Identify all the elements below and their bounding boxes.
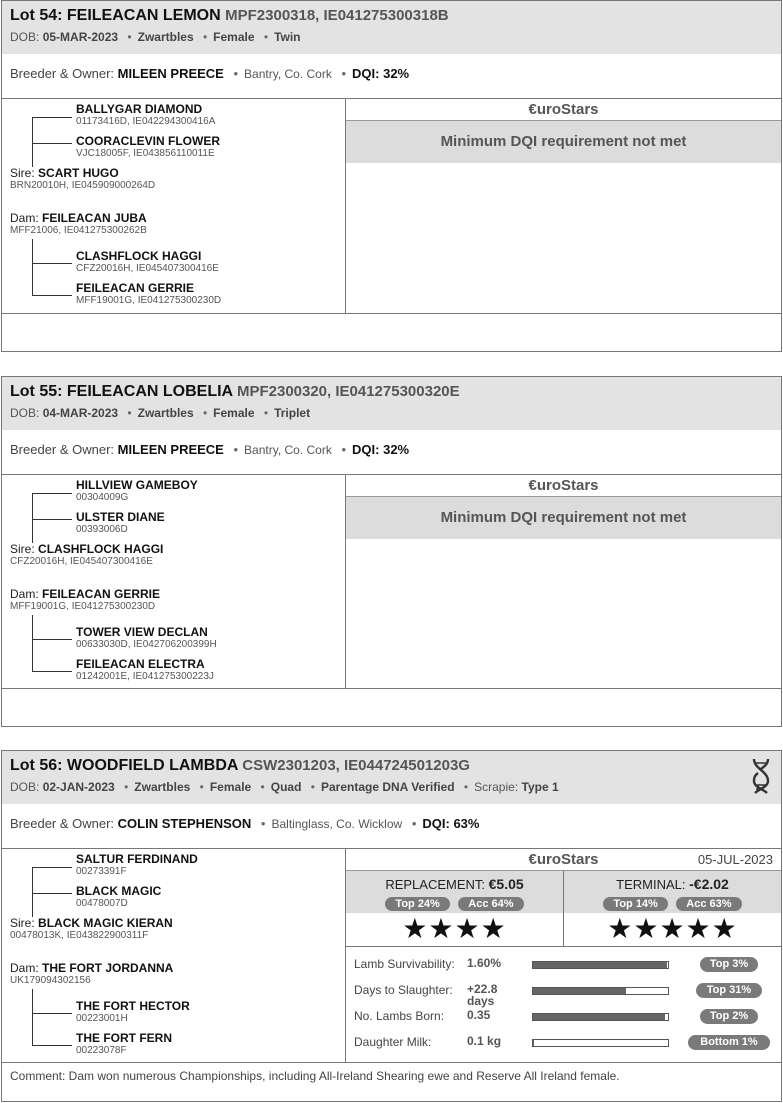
trait-bar — [532, 987, 669, 995]
sex: Female — [213, 406, 255, 420]
sire: Sire: SCART HUGO BRN20010H, IE045909000264D — [10, 166, 156, 191]
breed: Zwartbles — [134, 780, 191, 794]
replacement-index: REPLACEMENT: €5.05 Top 24% Acc 64% ★★★★ — [346, 871, 563, 946]
dob-value: 04-MAR-2023 — [42, 406, 119, 420]
pedigree — [2, 99, 346, 313]
breed: Zwartbles — [137, 406, 194, 420]
breeder-location: Baltinglass, Co. Wicklow — [271, 817, 403, 831]
eurostars-header: €uroStars — [346, 99, 781, 121]
dqi-value: DQI: 32% — [352, 66, 410, 81]
trait-row — [354, 957, 774, 973]
sire-sire: BALLYGAR DIAMOND 01173416D, IE042294300416A — [76, 102, 216, 127]
trait-badge: Bottom 1% — [688, 1035, 770, 1050]
lot-card-56 — [1, 750, 782, 1102]
scrapie-value: Type 1 — [521, 780, 559, 794]
lot-details: DOB: 05-MAR-2023 • Zwartbles • Female • Twin — [10, 30, 301, 44]
dam-sire: THE FORT HECTOR 00223001H — [76, 999, 190, 1024]
trait-row — [354, 1035, 774, 1051]
trait-value: 1.60% — [467, 956, 502, 970]
replacement-value: €5.05 — [488, 876, 524, 892]
eurostars-header: €uroStars — [346, 475, 781, 497]
trait-label: Lamb Survivability: — [354, 957, 455, 971]
lot-card-55 — [1, 376, 782, 727]
trait-label: Days to Slaughter: — [354, 983, 453, 997]
dam-dam: FEILEACAN ELECTRA 01242001E, IE041275300223J — [76, 657, 214, 682]
dam: Dam: FEILEACAN JUBA MFF21006, IE041275300262B — [10, 211, 147, 236]
dam-sire: CLASHFLOCK HAGGI CFZ20016H, IE045407300416E — [76, 249, 219, 274]
traits-panel — [346, 947, 781, 1061]
lot-header — [2, 751, 781, 804]
sire-sire: HILLVIEW GAMEBOY 00304009G — [76, 478, 198, 503]
sire-dam: BLACK MAGIC 00478007D — [76, 884, 162, 909]
dam-sire: TOWER VIEW DECLAN 00633030D, IE042706200399H — [76, 625, 217, 650]
sire: Sire: CLASHFLOCK HAGGI CFZ20016H, IE045407300416E — [10, 542, 164, 567]
dam: Dam: FEILEACAN GERRIE MFF19001G, IE041275300230D — [10, 587, 161, 612]
breeder-location: Bantry, Co. Cork — [244, 67, 332, 81]
breeder-location: Bantry, Co. Cork — [244, 443, 332, 457]
eurostars-header: €uroStars 05-JUL-2023 — [346, 849, 781, 871]
dam-dam: FEILEACAN GERRIE MFF19001G, IE041275300230D — [76, 281, 222, 306]
trait-value: 0.35 — [467, 1008, 491, 1022]
sire-dam: ULSTER DIANE 00393006D — [76, 510, 165, 535]
lot-header — [2, 377, 781, 430]
breed: Zwartbles — [137, 30, 194, 44]
lot-title: Lot 54: FEILEACAN LEMON MPF2300318, IE041275300318B — [10, 7, 449, 24]
lot-ids: MPF2300318, IE041275300318B — [225, 7, 449, 24]
replacement-top-badge: Top 24% — [385, 897, 449, 911]
sire-dam: COORACLEVIN FLOWER VJC18005F, IE043856110011E — [76, 134, 220, 159]
breeder-row: Breeder & Owner: MILEEN PREECE • Bantry, Co. Cork • DQI: 32% — [2, 430, 781, 475]
lot-header — [2, 1, 781, 54]
dna-icon — [749, 757, 773, 795]
dob-value: 05-MAR-2023 — [42, 30, 119, 44]
lot-body — [2, 475, 781, 689]
lot-card-54 — [1, 0, 782, 352]
sex: Female — [213, 30, 255, 44]
sire-sire: SALTUR FERDINAND 00273391F — [76, 852, 198, 877]
terminal-acc-badge: Acc 63% — [676, 897, 741, 911]
replacement-acc-badge: Acc 64% — [458, 897, 523, 911]
trait-value: 0.1 kg — [467, 1034, 502, 1048]
eurostars-panel — [346, 475, 781, 688]
trait-badge: Top 3% — [700, 957, 758, 972]
dqi-message: Minimum DQI requirement not met — [346, 497, 781, 539]
lot-ids: CSW2301203, IE044724501203G — [242, 757, 470, 774]
lot-body — [2, 849, 781, 1063]
trait-badge: Top 2% — [700, 1009, 758, 1024]
trait-bar — [532, 961, 669, 969]
pedigree — [2, 849, 346, 1062]
terminal-stars: ★★★★★ — [607, 913, 738, 944]
sex: Female — [209, 780, 252, 794]
lot-details: DOB: 02-JAN-2023 • Zwartbles • Female • Quad • Parentage DNA Verified • Scrapie: Type 1 — [10, 780, 559, 794]
breeder-row: Breeder & Owner: MILEEN PREECE • Bantry, Co. Cork • DQI: 32% — [2, 54, 781, 99]
dam-dam: THE FORT FERN 00223078F — [76, 1031, 172, 1056]
trait-label: Daughter Milk: — [354, 1035, 432, 1049]
trait-row — [354, 982, 774, 1008]
dqi-value: DQI: 32% — [352, 442, 410, 457]
birth-type: Twin — [274, 30, 301, 44]
trait-value: +22.8 days — [467, 982, 498, 1008]
trait-row — [354, 1009, 774, 1025]
lot-details: DOB: 04-MAR-2023 • Zwartbles • Female • Triplet — [10, 406, 311, 420]
birth-type: Quad — [270, 780, 302, 794]
dob-value: 02-JAN-2023 — [42, 780, 115, 794]
lot-body — [2, 99, 781, 314]
terminal-top-badge: Top 14% — [603, 897, 667, 911]
comment: Comment: Dam won numerous Championships, including All-Ireland Shearing ewe and Reserve All Ireland female. — [10, 1069, 620, 1083]
breeder-row: Breeder & Owner: COLIN STEPHENSON • Baltinglass, Co. Wicklow • DQI: 63% — [2, 804, 781, 849]
eurostars-panel — [346, 99, 781, 313]
lot-title: Lot 55: FEILEACAN LOBELIA MPF2300320, IE041275300320E — [10, 383, 460, 400]
dam: Dam: THE FORT JORDANNA UK179094302156 — [10, 961, 174, 986]
dna-verified: Parentage DNA Verified — [320, 780, 455, 794]
trait-bar — [532, 1039, 669, 1047]
trait-badge: Top 31% — [696, 983, 762, 998]
lot-title: Lot 56: WOODFIELD LAMBDA CSW2301203, IE044724501203G — [10, 757, 470, 774]
terminal-index: TERMINAL: -€2.02 Top 14% Acc 63% ★★★★★ — [563, 871, 781, 946]
eval-date: 05-JUL-2023 — [697, 852, 773, 867]
lot-ids: MPF2300320, IE041275300320E — [236, 383, 460, 400]
trait-bar — [532, 1013, 669, 1021]
terminal-value: -€2.02 — [689, 876, 729, 892]
sire: Sire: BLACK MAGIC KIERAN 00478013K, IE043822900311F — [10, 916, 173, 941]
index-row — [346, 871, 781, 947]
dqi-value: DQI: 63% — [422, 816, 480, 831]
breeder-name: MILEEN PREECE — [117, 442, 224, 457]
replacement-stars: ★★★★ — [402, 913, 507, 944]
trait-label: No. Lambs Born: — [354, 1009, 445, 1023]
eurostars-panel — [346, 849, 781, 1062]
pedigree — [2, 475, 346, 688]
birth-type: Triplet — [274, 406, 311, 420]
breeder-name: MILEEN PREECE — [117, 66, 224, 81]
breeder-name: COLIN STEPHENSON — [117, 816, 252, 831]
dqi-message: Minimum DQI requirement not met — [346, 121, 781, 163]
